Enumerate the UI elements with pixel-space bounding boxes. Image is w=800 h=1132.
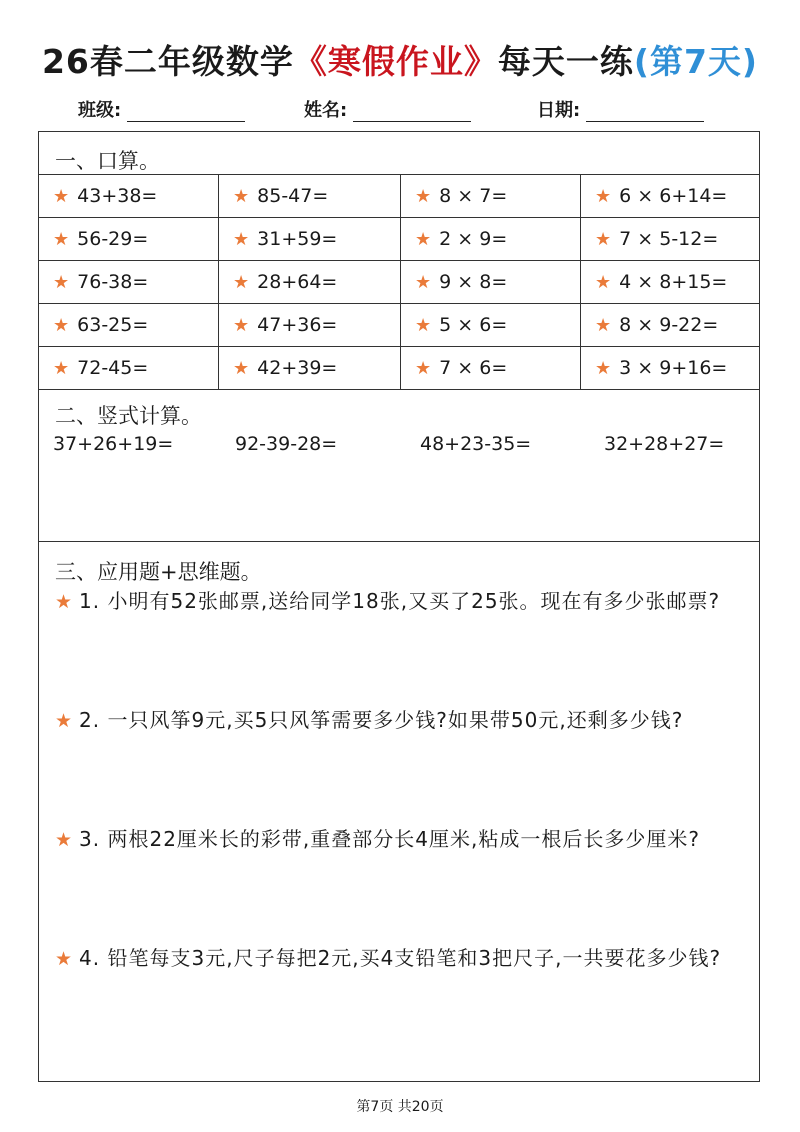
section-divider [39, 541, 759, 542]
oral-expression: 3 × 9+16= [619, 357, 728, 379]
oral-expression: 9 × 8= [439, 271, 508, 293]
oral-expression: 63-25= [77, 314, 149, 336]
oral-expression: 7 × 6= [439, 357, 508, 379]
oral-expression: 5 × 6= [439, 314, 508, 336]
oral-cell [401, 218, 581, 261]
star-icon: ★ [595, 315, 612, 336]
oral-cell [39, 261, 219, 304]
problem-text: 4. 铅笔每支3元,尺子每把2元,买4支铅笔和3把尺子,一共要花多少钱? [79, 946, 722, 970]
oral-cell [39, 347, 219, 390]
name-field[interactable] [304, 96, 471, 122]
title-prefix: 26春二年级数学 [41, 42, 294, 81]
section1-heading: 一、口算。 [55, 149, 160, 173]
oral-cell [219, 261, 401, 304]
word-problem-1 [55, 583, 749, 620]
word-problem-3 [55, 821, 749, 858]
star-icon: ★ [55, 948, 74, 970]
star-icon: ★ [415, 186, 432, 207]
oral-expression: 4 × 8+15= [619, 271, 728, 293]
oral-expression: 6 × 6+14= [619, 185, 728, 207]
oral-cell [581, 261, 760, 304]
star-icon: ★ [55, 829, 74, 851]
star-icon: ★ [233, 315, 250, 336]
oral-cell [581, 304, 760, 347]
oral-cell [401, 347, 581, 390]
name-label: 姓名: [304, 100, 348, 121]
star-icon: ★ [53, 186, 70, 207]
oral-row [39, 304, 759, 347]
star-icon: ★ [233, 229, 250, 250]
star-icon: ★ [415, 358, 432, 379]
star-icon: ★ [53, 358, 70, 379]
class-label: 班级: [78, 100, 122, 121]
oral-cell [219, 218, 401, 261]
oral-cell [581, 218, 760, 261]
star-icon: ★ [415, 229, 432, 250]
vertical-calc-item: 92-39-28= [235, 433, 338, 455]
oral-calc-table [39, 174, 759, 390]
oral-cell [219, 175, 401, 218]
day-badge: (第7天) [633, 42, 759, 81]
oral-row [39, 347, 759, 390]
oral-expression: 2 × 9= [439, 228, 508, 250]
oral-cell [219, 347, 401, 390]
oral-row [39, 175, 759, 218]
oral-expression: 42+39= [257, 357, 338, 379]
oral-expression: 76-38= [77, 271, 149, 293]
worksheet-frame [38, 131, 760, 1082]
problem-text: 2. 一只风筝9元,买5只风筝需要多少钱?如果带50元,还剩多少钱? [79, 708, 684, 732]
star-icon: ★ [53, 272, 70, 293]
oral-expression: 8 × 9-22= [619, 314, 719, 336]
page-footer: 第7页 共20页 [356, 1099, 444, 1115]
oral-cell [39, 175, 219, 218]
star-icon: ★ [595, 272, 612, 293]
oral-expression: 85-47= [257, 185, 329, 207]
oral-expression: 47+36= [257, 314, 338, 336]
oral-expression: 56-29= [77, 228, 149, 250]
oral-cell [39, 304, 219, 347]
oral-row [39, 261, 759, 304]
oral-expression: 7 × 5-12= [619, 228, 719, 250]
star-icon: ★ [233, 186, 250, 207]
page-title [0, 36, 800, 83]
oral-cell [581, 347, 760, 390]
oral-row [39, 218, 759, 261]
problem-text: 3. 两根22厘米长的彩带,重叠部分长4厘米,粘成一根后长多少厘米? [79, 827, 700, 851]
oral-cell [581, 175, 760, 218]
oral-expression: 43+38= [77, 185, 158, 207]
class-blank[interactable] [127, 101, 245, 122]
section2-heading: 二、竖式计算。 [55, 404, 202, 428]
star-icon: ★ [595, 358, 612, 379]
star-icon: ★ [415, 315, 432, 336]
star-icon: ★ [53, 229, 70, 250]
section3-heading: 三、应用题+思维题。 [55, 560, 262, 584]
oral-expression: 28+64= [257, 271, 338, 293]
oral-expression: 31+59= [257, 228, 338, 250]
date-blank[interactable] [586, 101, 704, 122]
vertical-calc-item: 32+28+27= [604, 433, 725, 455]
title-highlight: 《寒假作业》 [293, 42, 498, 81]
word-problem-2 [55, 702, 749, 739]
oral-cell [401, 175, 581, 218]
word-problem-4 [55, 940, 749, 977]
problem-text: 1. 小明有52张邮票,送给同学18张,又买了25张。现在有多少张邮票? [79, 589, 721, 613]
class-field[interactable] [78, 96, 245, 122]
oral-cell [401, 261, 581, 304]
oral-cell [401, 304, 581, 347]
date-label: 日期: [537, 100, 581, 121]
oral-expression: 8 × 7= [439, 185, 508, 207]
title-mid: 每天一练 [497, 42, 634, 81]
star-icon: ★ [233, 358, 250, 379]
star-icon: ★ [55, 710, 74, 732]
oral-cell [39, 218, 219, 261]
star-icon: ★ [415, 272, 432, 293]
vertical-calc-item: 37+26+19= [53, 433, 174, 455]
star-icon: ★ [53, 315, 70, 336]
star-icon: ★ [595, 229, 612, 250]
oral-cell [219, 304, 401, 347]
date-field[interactable] [537, 96, 704, 122]
star-icon: ★ [233, 272, 250, 293]
star-icon: ★ [595, 186, 612, 207]
oral-expression: 72-45= [77, 357, 149, 379]
name-blank[interactable] [353, 101, 471, 122]
vertical-calc-item: 48+23-35= [420, 433, 532, 455]
star-icon: ★ [55, 591, 74, 613]
